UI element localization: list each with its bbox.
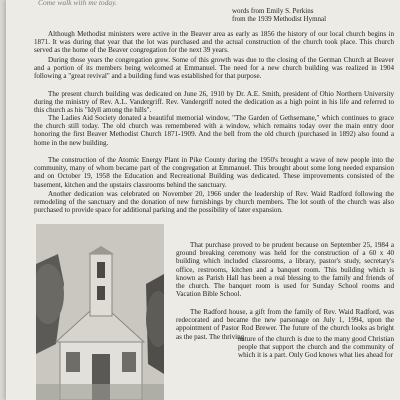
church-photo bbox=[36, 224, 164, 400]
paragraph-window: The Ladies Aid Society donated a beautiful memorial window, "The Garden of Gethsemane," which continues to grace the church still today. The old church was remembered with a window, which remains today over the main entry door honoring the first Beaver Methodist Church 1871-1909. And the bell from the old church (purchased in 1892) also found a home in the new building. bbox=[34, 114, 394, 147]
paragraph-future: nature of the church is due to the many good Christian people that support the church and the community of which it is a part. Only God knows what lies ahead for bbox=[238, 335, 394, 360]
faded-top-line: Come walk with me today. bbox=[38, 0, 117, 7]
document-page bbox=[6, 0, 400, 400]
paragraph-expansion: The construction of the Atomic Energy Plant in Pike County during the 1950's brought a wave of new people into the community, many of whom became part of the congregation at Emmanuel. This brought about some long needed expansion and on October 19, 1958 the Education and Recreational Building was dedicated. These improvements consisted of the basement, kitchen and the upstairs classrooms behind the sanctuary. bbox=[34, 156, 394, 189]
paragraph-growth: During those years the congregation grew. Some of this growth was due to the closing of the German Church at Beaver and a portion of its members being welcomed at Emmanuel. The need for a new church building was realized in 1904 following a "great revival" and a building fund was established for that purpose. bbox=[34, 56, 394, 81]
credit-line-2: from the 1939 Methodist Hymnal bbox=[232, 15, 327, 24]
paragraph-history: Although Methodist ministers were active in the Beaver area as early as 1856 the history of our local church begins in 1871. It was during that year that the lot was purchased and the actual construction of the church took place. This church served as the home of the Beaver congregation for the next 39 years. bbox=[34, 30, 394, 55]
paragraph-parsonage: The Radford house, a gift from the family of Rev. Waid Radford, was redecorated and became the new parsonage on July 1, 1994, upon the appointment of Pastor Rod Brewer. The future of the church looks as bright as the past. The thriving bbox=[176, 308, 394, 341]
paragraph-parish-hall: That purchase proved to be prudent because on September 25, 1984 a ground breaking ceremony was held for the construction of a 60 x 40 building which included classrooms, a library, pastor's study, secretary's office, restrooms, kitchen and a banquet room. This building which is known as Parish Hall has been a real blessing to the family and friends of the church. The banquet room is used for Sunday School rooms and Vacation Bible School. bbox=[176, 241, 394, 299]
paragraph-remodel: Another dedication was celebrated on November 20, 1966 under the leadership of Rev. Waid Radford following the remodeling of the sanctuary and the donation of new furnishings by church members. The lot south of the church was also purchased to provide space for additional parking and the possibility of later expansion. bbox=[34, 190, 394, 215]
credit-line-1: words from Emily S. Perkins bbox=[232, 7, 314, 15]
hymn-credit bbox=[232, 7, 326, 23]
paragraph-dedication: The present church building was dedicated on June 26, 1910 by Dr. A.E. Smith, president of Ohio Northern University during the ministry of Rev. A.L. Vandergriff. Rev. Vandergriff noted the dedication as a high point in his life and referred to this church as his "Idyll among the hills". bbox=[34, 90, 394, 115]
